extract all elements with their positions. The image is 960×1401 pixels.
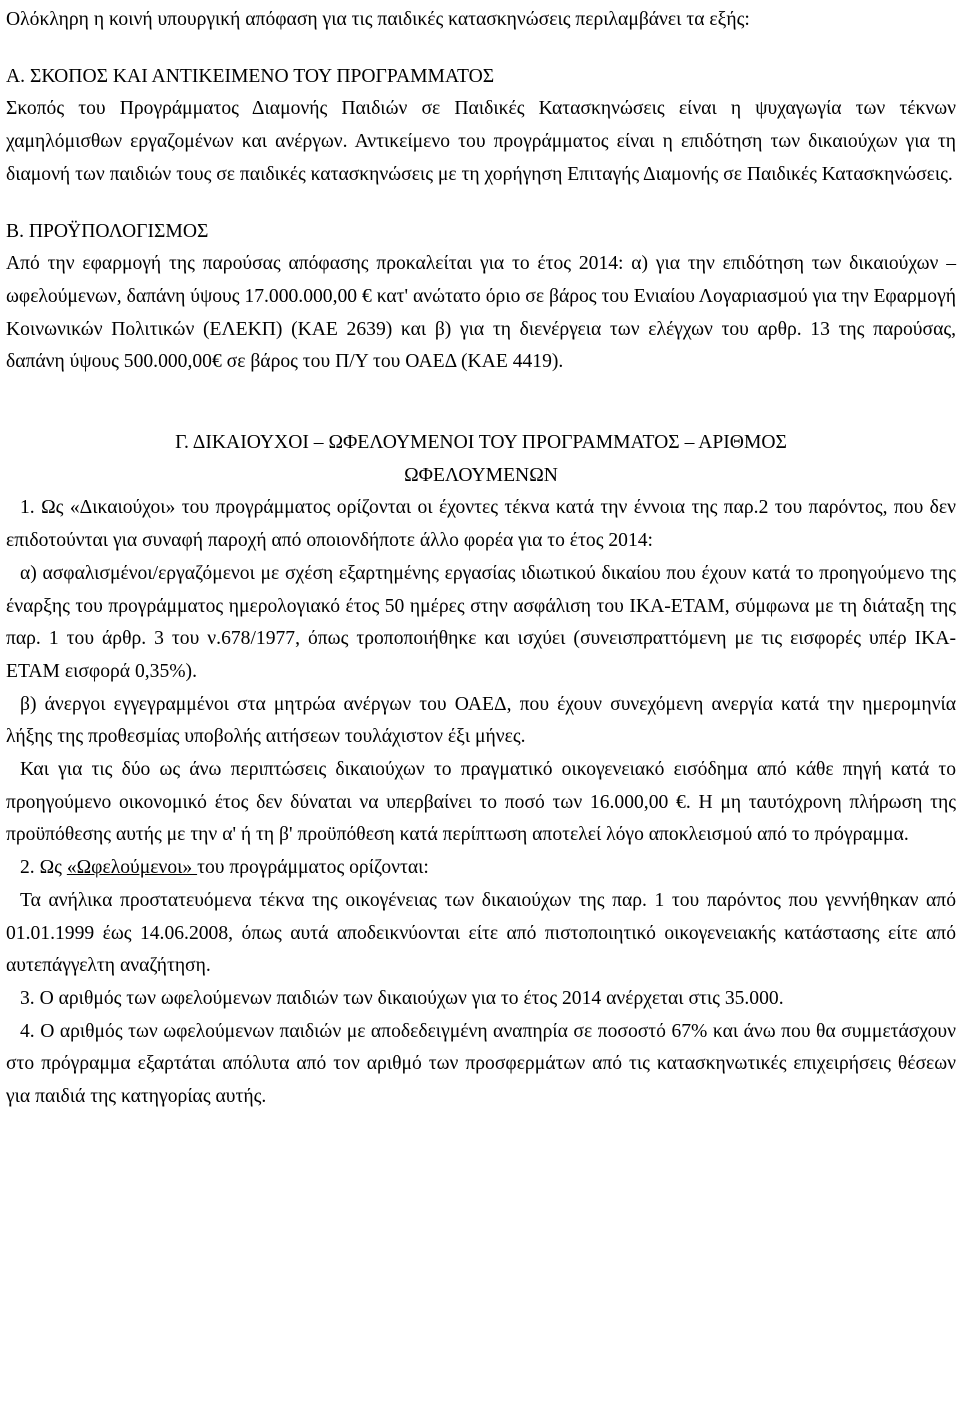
section-b (6, 216, 956, 380)
section-g-paragraph-income: Και για τις δύο ως άνω περιπτώσεις δικαιούχων το πραγματικό οικογενειακό εισόδημα από κάθε πηγή κατά το προηγούμενο οικονομικό έτος δεν δύναται να υπερβαίνει το ποσό των 16.000,00 €. Η μη ταυτόχρονη πλήρωση της προϋπόθεσης αυτής με την α' ή τη β' προϋπόθεση κατά περίπτωση αποτελεί λόγο αποκλεισμού από το πρόγραμμα. (6, 759, 956, 846)
section-g-paragraph-2-body: Τα ανήλικα προστατευόμενα τέκνα της οικογένειας των δικαιούχων της παρ. 1 του παρόντος που γεννήθηκαν από 01.01.1999 έως 14.06.2008, όπως αυτά αποδεικνύονται είτε από πιστοποιητικό οικογενειακής κατάστασης είτε από αυτεπάγγελτη αναζήτηση. (6, 889, 956, 977)
section-g-paragraph-a: α) ασφαλισμένοι/εργαζόμενοι με σχέση εξαρτημένης εργασίας ιδιωτικού δικαίου που έχουν κατά το προηγούμενο της έναρξης του προγράμματος ημερολογιακό έτος 50 ημέρες στην ασφάλιση του ΙΚΑ-ΕΤΑΜ, σύμφωνα με τη διάταξη της παρ. 1 του άρθρ. 3 του ν.678/1977, όπως τροποποιήθηκε και ισχύει (συνεισπραττόμενη με τις εισφορές υπέρ ΙΚΑ-ΕΤΑΜ εισφορά 0,35%). (6, 562, 956, 682)
section-g-paragraph-1: 1. Ως «Δικαιούχοι» του προγράμματος ορίζονται οι έχοντες τέκνα κατά την έννοια της παρ.2 του παρόντος, που δεν επιδοτούνται για συναφή παροχή από οποιονδήποτε άλλο φορέα για το έτος 2014: (6, 497, 956, 552)
section-b-body: Από την εφαρμογή της παρούσας απόφασης προκαλείται για το έτος 2014: α) για την επιδότηση των δικαιούχων – ωφελούμενων, δαπάνη ύψους 17.000.000,00 € κατ' ανώτατο όριο σε βάρος του Ενιαίου Λογαριασμού για την Εφαρμογή Κοινωνικών Πολιτικών (ΕΛΕΚΠ) (ΚΑΕ 2639) και β) για τη διενέργεια των ελέγχων του αρθρ. 13 της παρούσας, δαπάνη ύψους 500.000,00€ σε βάρος του Π/Υ του ΟΑΕΔ (ΚΑΕ 4419). (6, 253, 956, 373)
section-b-heading: Β. ΠΡΟΫΠΟΛΟΓΙΣΜΟΣ (6, 220, 209, 242)
section-g-paragraph-2-title (6, 852, 956, 885)
section-g-paragraph-4: 4. Ο αριθμός των ωφελούμενων παιδιών με αποδεδειγμένη αναπηρία σε ποσοστό 67% και άνω που θα συμμετάσχουν στο πρόγραμμα εξαρτάται απόλυτα από τον αριθμό των προσφερμάτων από τις κατασκηνωτικές επιχειρήσεις θέσεων για παιδιά της κατηγορίας αυτής. (6, 1020, 956, 1108)
p2-underlined-term: «Ωφελούμενοι» (66, 857, 198, 879)
section-a-heading: Α. ΣΚΟΠΟΣ ΚΑΙ ΑΝΤΙΚΕΙΜΕΝΟ ΤΟΥ ΠΡΟΓΡΑΜΜΑΤΟΣ (6, 65, 495, 87)
p2-prefix: 2. Ως (20, 857, 67, 879)
section-g-paragraph-b: β) άνεργοι εγγεγραμμένοι στα μητρώα ανέργων του ΟΑΕΔ, που έχουν συνεχόμενη ανεργία κατά την ημερομηνία λήξης της προθεσμίας υποβολής αιτήσεων τουλάχιστον έξι μήνες. (6, 693, 956, 748)
section-a (6, 61, 956, 192)
section-g (6, 427, 956, 1114)
section-g-heading-line2: ΩΦΕΛΟΥΜΕΝΩΝ (404, 464, 558, 486)
document-page (6, 4, 956, 1114)
section-a-body: Σκοπός του Προγράμματος Διαμονής Παιδιών σε Παιδικές Κατασκηνώσεις είναι η ψυχαγωγία των τέκνων χαμηλόμισθων εργαζομένων και ανέργων. Αντικείμενο του προγράμματος είναι η επιδότηση των δικαιούχων για τη διαμονή των παιδιών τους σε παιδικές κατασκηνώσεις με τη χορήγηση Επιταγής Διαμονής σε Παιδικές Κατασκηνώσεις. (6, 98, 956, 185)
intro-paragraph: Ολόκληρη η κοινή υπουργική απόφαση για τις παιδικές κατασκηνώσεις περιλαμβάνει τα εξής: (6, 9, 750, 30)
section-g-heading-line1: Γ. ΔΙΚΑΙΟΥΧΟΙ – ΩΦΕΛΟΥΜΕΝΟΙ ΤΟΥ ΠΡΟΓΡΑΜΜΑΤΟΣ – ΑΡΙΘΜΟΣ (175, 432, 787, 454)
section-g-paragraph-3: 3. Ο αριθμός των ωφελούμενων παιδιών των δικαιούχων για το έτος 2014 ανέρχεται στις 35.000. (20, 987, 784, 1009)
p2-suffix: του προγράμματος ορίζονται: (197, 857, 429, 879)
